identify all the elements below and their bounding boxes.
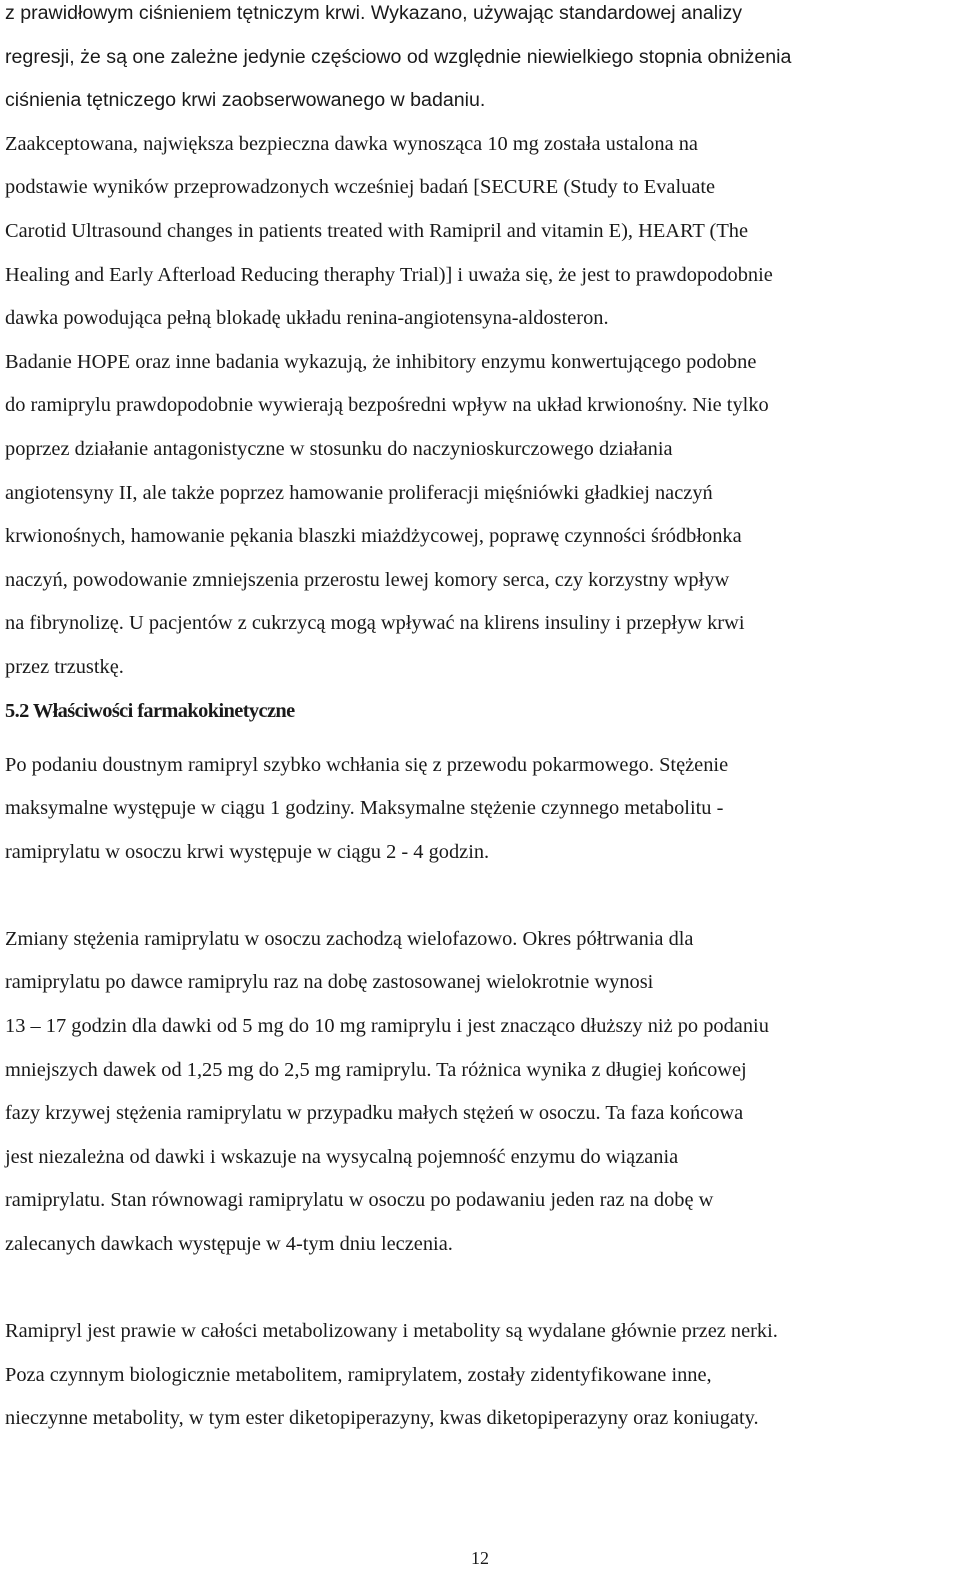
document-page: [5, 0, 957, 1441]
text-line: nieczynne metabolity, w tym ester diketopiperazyny, kwas diketopiperazyny oraz koniugaty.: [5, 1407, 759, 1430]
page-number: 12: [471, 1548, 489, 1568]
text-line: fazy krzywej stężenia ramiprylatu w przypadku małych stężeń w osoczu. Ta faza końcowa: [5, 1102, 744, 1125]
text-line: mniejszych dawek od 1,25 mg do 2,5 mg ramiprylu. Ta różnica wynika z długiej końcowej: [5, 1058, 747, 1081]
text-line: krwionośnych, hamowanie pękania blaszki miażdżycowej, poprawę czynności śródbłonka: [5, 525, 742, 548]
text-line: Zmiany stężenia ramiprylatu w osoczu zachodzą wielofazowo. Okres półtrwania dla: [5, 927, 694, 950]
paragraph-gap: [5, 1267, 957, 1311]
paragraph-half-life: [5, 918, 957, 1267]
paragraph-regression-analysis: [5, 0, 957, 123]
text-line: ramiprylatu po dawce ramiprylu raz na dobę zastosowanej wielokrotnie wynosi: [5, 971, 654, 994]
text-line: z prawidłowym ciśnieniem tętniczym krwi. Wykazano, używając standardowej analizy: [5, 2, 743, 24]
text-line: regresji, że są one zależne jedynie częściowo od względnie niewielkiego stopnia obniżenia: [5, 45, 792, 68]
text-line: ramiprylatu. Stan równowagi ramiprylatu w osoczu po podawaniu jeden raz na dobę w: [5, 1189, 714, 1212]
paragraph-absorption: [5, 744, 957, 875]
text-line: ciśnienia tętniczego krwi zaobserwowanego w badaniu.: [5, 89, 486, 112]
paragraph-max-safe-dose: [5, 123, 957, 341]
text-line: do ramiprylu prawdopodobnie wywierają bezpośredni wpływ na układ krwionośny. Nie tylko: [5, 394, 769, 417]
text-line: Badanie HOPE oraz inne badania wykazują, że inhibitory enzymu konwertującego podobne: [5, 350, 757, 373]
text-line: podstawie wyników przeprowadzonych wcześniej badań [SECURE (Study to Evaluate: [5, 176, 716, 199]
text-line: Carotid Ultrasound changes in patients treated with Ramipril and vitamin E), HEART (The: [5, 219, 749, 242]
paragraph-hope-study: [5, 341, 957, 690]
text-line: Zaakceptowana, największa bezpieczna dawka wynosząca 10 mg została ustalona na: [5, 132, 698, 155]
text-line: Ramipryl jest prawie w całości metabolizowany i metabolity są wydalane głównie przez nerki.: [5, 1320, 778, 1343]
text-line: przez trzustkę.: [5, 655, 124, 678]
text-line: Po podaniu doustnym ramipryl szybko wchłania się z przewodu pokarmowego. Stężenie: [5, 753, 729, 776]
text-line: poprzez działanie antagonistyczne w stosunku do naczynioskurczowego działania: [5, 437, 673, 460]
text-line: naczyń, powodowanie zmniejszenia przerostu lewej komory serca, czy korzystny wpływ: [5, 568, 730, 591]
text-line: Poza czynnym biologicznie metabolitem, ramiprylatem, zostały zidentyfikowane inne,: [5, 1363, 712, 1386]
section-heading: 5.2 Właściwości farmakokinetyczne: [5, 699, 295, 722]
text-line: 13 – 17 godzin dla dawki od 5 mg do 10 mg ramiprylu i jest znacząco dłuższy niż po podaniu: [5, 1015, 769, 1038]
paragraph-metabolism: [5, 1310, 957, 1441]
text-line: angiotensyny II, ale także poprzez hamowanie proliferacji mięśniówki gładkiej naczyń: [5, 481, 713, 504]
text-line: jest niezależna od dawki i wskazuje na wysycalną pojemność enzymu do wiązania: [5, 1145, 679, 1168]
text-line: maksymalne występuje w ciągu 1 godziny. Maksymalne stężenie czynnego metabolitu -: [5, 797, 724, 820]
text-line: dawka powodująca pełną blokadę układu renina-angiotensyna-aldosteron.: [5, 307, 609, 330]
paragraph-gap: [5, 874, 957, 918]
text-line: ramiprylatu w osoczu krwi występuje w ciągu 2 - 4 godzin.: [5, 840, 490, 863]
text-line: zalecanych dawkach występuje w 4-tym dniu leczenia.: [5, 1233, 453, 1256]
text-line: Healing and Early Afterload Reducing theraphy Trial)] i uważa się, że jest to prawdopodobnie: [5, 263, 773, 286]
text-line: na fibrynolizę. U pacjentów z cukrzycą mogą wpływać na klirens insuliny i przepływ krwi: [5, 612, 745, 635]
